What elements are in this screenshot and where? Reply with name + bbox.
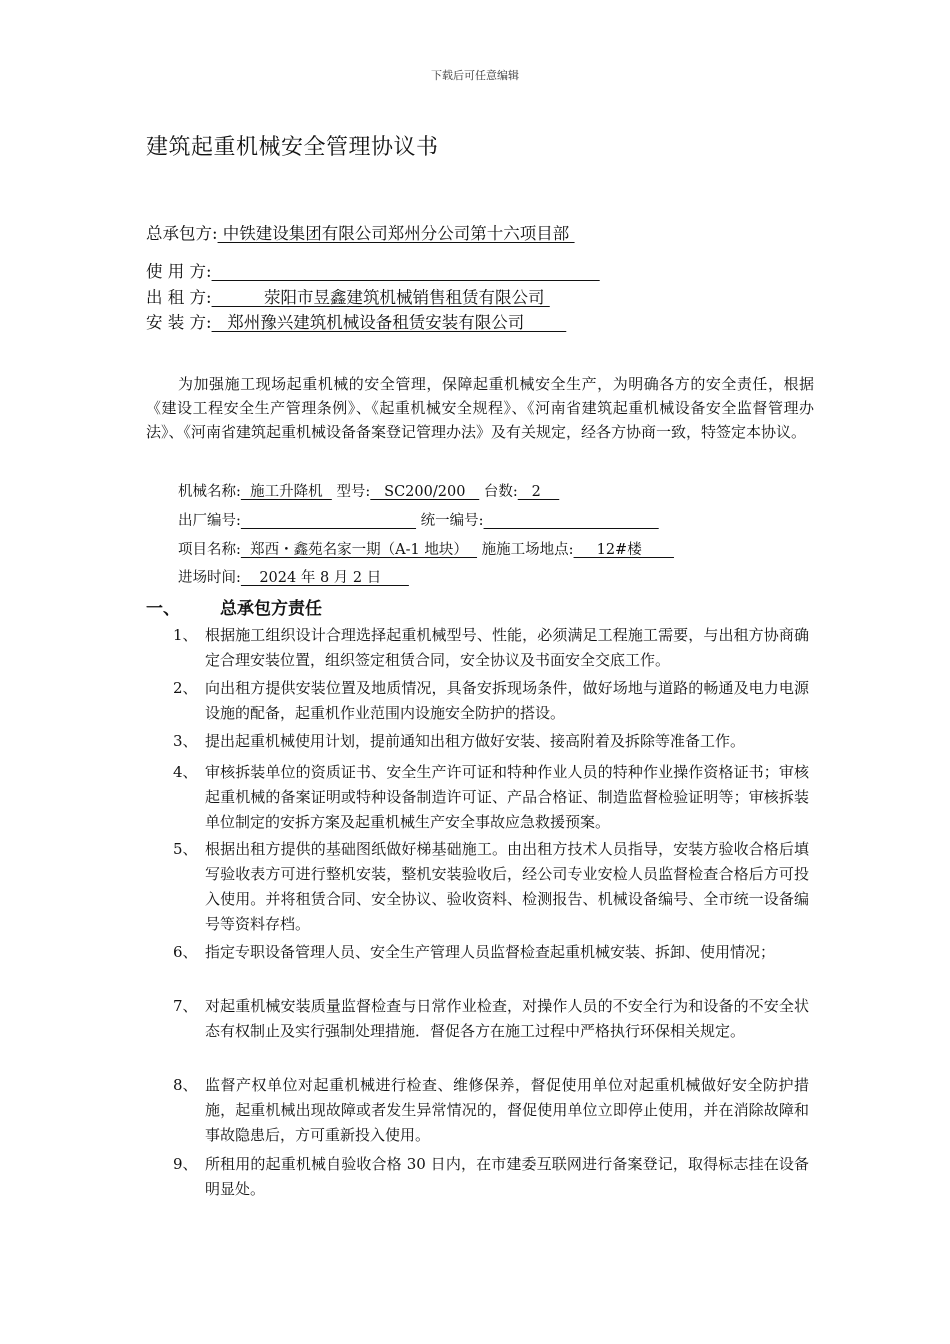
list-item bbox=[173, 837, 809, 937]
list-item bbox=[173, 1152, 809, 1202]
count-value: 2 bbox=[517, 484, 560, 500]
project-label: 项目名称: bbox=[178, 542, 241, 558]
machine-row-2 bbox=[178, 509, 659, 530]
model-label: 型号: bbox=[336, 484, 371, 500]
section-number: 一、 bbox=[146, 599, 180, 619]
list-item bbox=[173, 940, 809, 965]
section-title: 总承包方责任 bbox=[220, 599, 322, 619]
party-label: 使 用 方: bbox=[146, 262, 212, 281]
site-label: 施施工场地点: bbox=[481, 542, 574, 558]
item-text: 监督产权单位对起重机械进行检查、维修保养，督促使用单位对起重机械做好安全防护措施，起重机械出现故障或者发生异常情况的，督促使用单位立即停止使用，并在消除故障和事故隐患后，方可重新投入使用。 bbox=[205, 1076, 809, 1144]
intro-paragraph: 为加强施工现场起重机械的安全管理，保障起重机械安全生产，为明确各方的安全责任，根据《建设工程安全生产管理条例》、《起重机械安全规程》、《河南省建筑起重机械设备安全监督管理办法》、《河南省建筑起重机械设备备案登记管理办法》及有关规定，经各方协商一致，特签定本协议。 bbox=[146, 375, 814, 441]
factory-no-value bbox=[241, 513, 416, 529]
list-item bbox=[173, 760, 809, 835]
entry-time-value: 2024 年 8 月 2 日 bbox=[240, 570, 409, 586]
party-label: 总承包方: bbox=[146, 224, 218, 243]
item-number: 5、 bbox=[173, 840, 198, 858]
item-number: 9、 bbox=[173, 1155, 198, 1173]
unified-no-value bbox=[484, 513, 659, 529]
model-value: SC200/200 bbox=[370, 484, 480, 500]
count-label: 台数: bbox=[483, 484, 518, 500]
item-text: 根据出租方提供的基础图纸做好梯基础施工。由出租方技术人员指导，安装方验收合格后填写验收表方可进行整机安装，整机安装验收后，经公司专业安检人员监督检查合格后方可投入使用。并将租赁合同、安全协议、验收资料、检测报告、机械设备编号、全市统一设备编号等资料存档。 bbox=[205, 840, 809, 933]
party-installer bbox=[146, 309, 566, 333]
item-number: 2、 bbox=[173, 679, 198, 697]
item-number: 1、 bbox=[173, 626, 198, 644]
item-text: 审核拆装单位的资质证书、安全生产许可证和特种作业人员的特种作业操作资格证书；审核起重机械的备案证明或特种设备制造许可证、产品合格证、制造监督检验证明等；审核拆装单位制定的安拆方案及起重机械生产安全事故应急救援预案。 bbox=[205, 763, 809, 831]
item-number: 3、 bbox=[173, 732, 198, 750]
unified-no-label: 统一编号: bbox=[420, 513, 484, 529]
item-text: 根据施工组织设计合理选择起重机械型号、性能，必须满足工程施工需要，与出租方协商确定合理安装位置，组织签定租赁合同，安全协议及书面安全交底工作。 bbox=[205, 626, 809, 669]
section-heading bbox=[146, 594, 322, 619]
list-item bbox=[173, 623, 809, 673]
item-number: 7、 bbox=[173, 997, 198, 1015]
item-number: 6、 bbox=[173, 943, 198, 961]
party-general-contractor bbox=[146, 220, 575, 244]
party-label: 出 租 方: bbox=[146, 288, 212, 307]
document-title: 建筑起重机械安全管理协议书 bbox=[146, 135, 439, 160]
item-text: 指定专职设备管理人员、安全生产管理人员监督检查起重机械安装、拆卸、使用情况； bbox=[205, 943, 776, 961]
machine-row-1 bbox=[178, 480, 559, 501]
party-lessor bbox=[146, 284, 550, 308]
site-value: 12#楼 bbox=[573, 542, 674, 558]
item-number: 8、 bbox=[173, 1076, 198, 1094]
item-text: 向出租方提供安装位置及地质情况，具备安拆现场条件，做好场地与道路的畅通及电力电源设施的配备，起重机作业范围内设施安全防护的搭设。 bbox=[205, 679, 809, 722]
item-number: 4、 bbox=[173, 763, 198, 781]
party-value: 郑州豫兴建筑机械设备租赁安装有限公司 bbox=[211, 313, 567, 332]
party-label: 安 装 方: bbox=[146, 313, 212, 332]
party-user bbox=[146, 258, 600, 282]
factory-no-label: 出厂编号: bbox=[178, 513, 241, 529]
item-text: 对起重机械安装质量监督检查与日常作业检查，对操作人员的不安全行为和设备的不安全状态有权制止及实行强制处理措施．督促各方在施工过程中严格执行环保相关规定。 bbox=[205, 997, 809, 1040]
party-value: 中铁建设集团有限公司郑州分公司第十六项目部 bbox=[217, 224, 575, 243]
item-text: 提出起重机械使用计划，提前通知出租方做好安装、接高附着及拆除等准备工作。 bbox=[205, 732, 746, 750]
party-value: 荥阳市昱鑫建筑机械销售租赁有限公司 bbox=[211, 288, 550, 307]
list-item bbox=[173, 1073, 809, 1148]
list-item bbox=[173, 676, 809, 726]
item-text: 所租用的起重机械自验收合格 30 日内，在市建委互联网进行备案登记，取得标志挂在设备明显处。 bbox=[205, 1155, 809, 1198]
machine-row-3 bbox=[178, 538, 674, 559]
machine-name-label: 机械名称: bbox=[178, 484, 241, 500]
page-header-note: 下载后可任意编辑 bbox=[431, 69, 519, 82]
machine-row-4 bbox=[178, 566, 409, 587]
machine-name-value: 施工升降机 bbox=[240, 484, 332, 500]
party-value bbox=[212, 262, 600, 281]
entry-time-label: 进场时间: bbox=[178, 570, 241, 586]
project-value: 郑西・鑫苑名家一期（A-1 地块） bbox=[240, 542, 478, 558]
list-item bbox=[173, 729, 809, 754]
list-item bbox=[173, 994, 809, 1044]
